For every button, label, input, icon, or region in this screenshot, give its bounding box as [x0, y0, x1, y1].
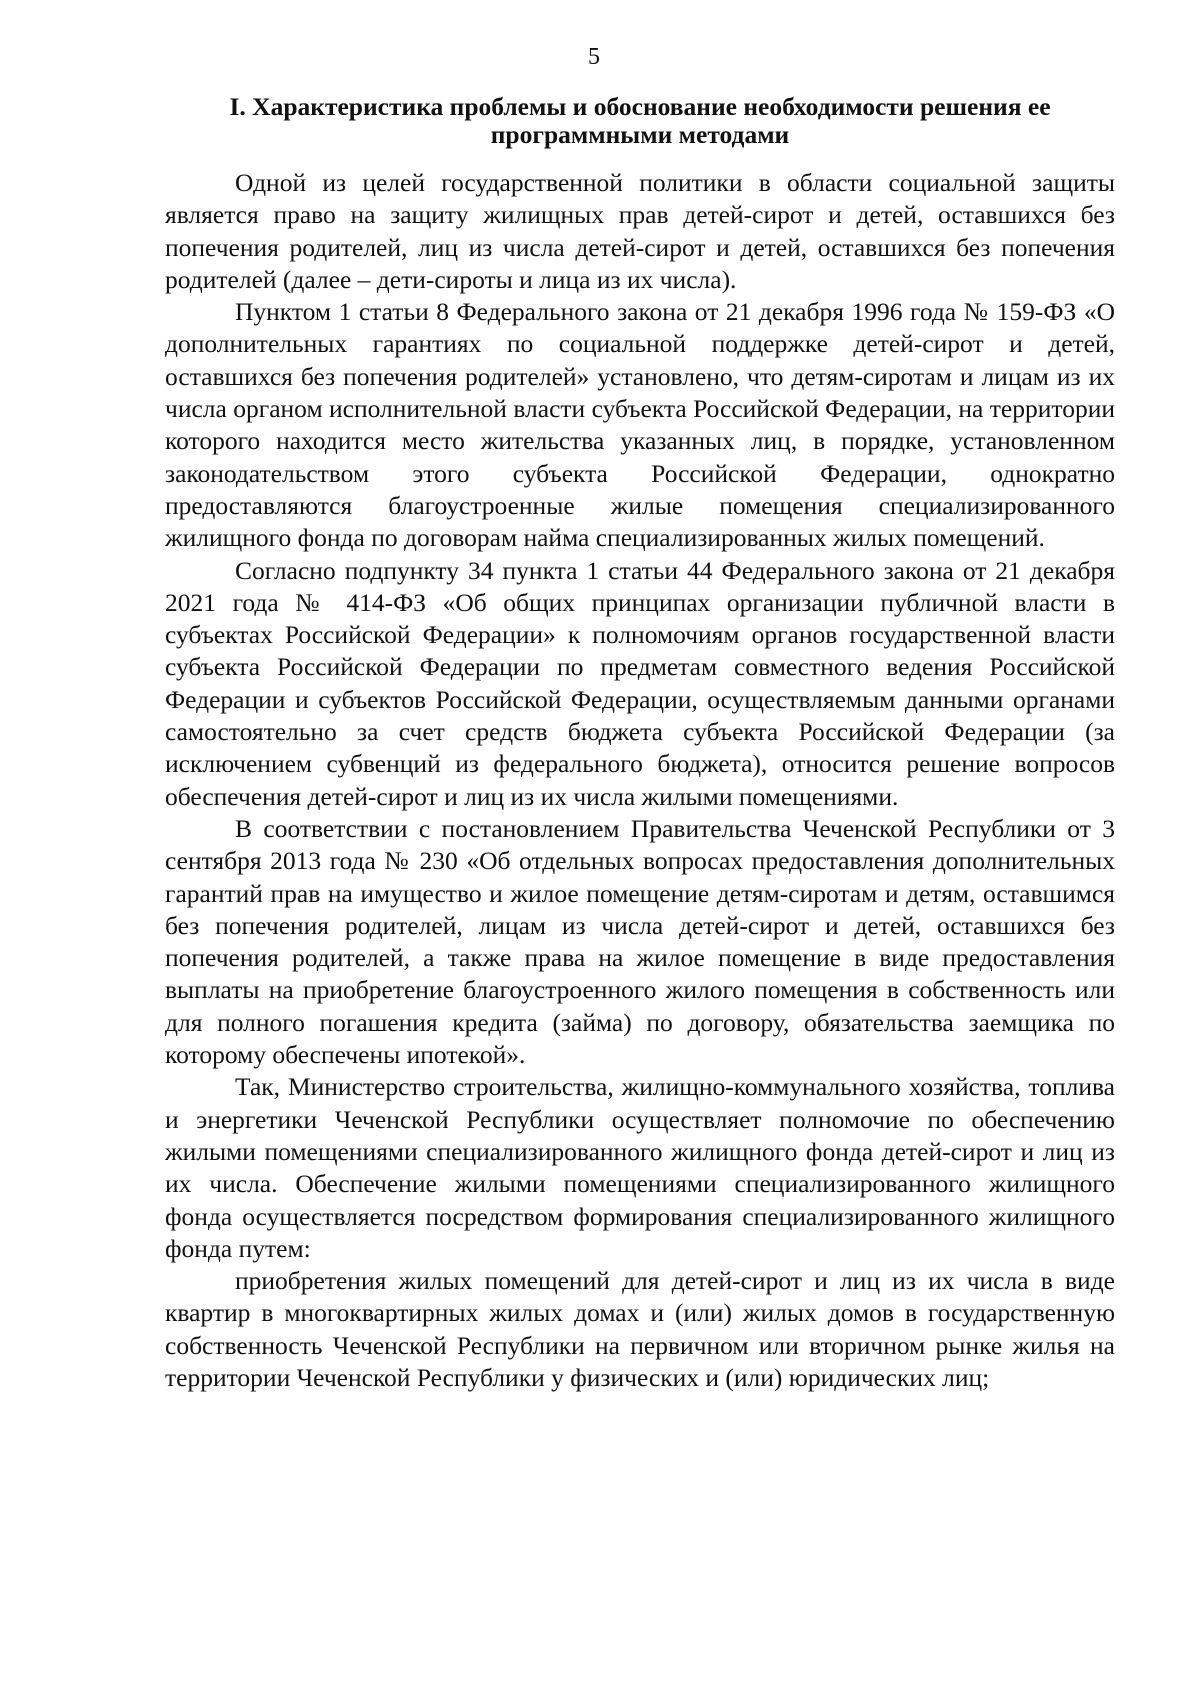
paragraph-5: Так, Министерство строительства, жилищно-коммунального хозяйства, топлива и энергетики Чеченской Республики осуществляет полномочие по обеспечению жилыми помещениями специализированного жилищного фонда детей-сирот и лиц из их числа. Обеспечение жилыми помещениями специализированного жилищного фонда осуществляется посредством формирования специализированного жилищного фонда путем: — [165, 1072, 1115, 1263]
paragraph-3: Согласно подпункту 34 пункта 1 статьи 44 Федерального закона от 21 декабря 2021 года № 414-ФЗ «Об общих принципах организации публичной власти в субъектах Российской Федерации» к полномочиям органов государственной власти субъекта Российской Федерации по предметам совместного ведения Российской Федерации и субъектов Российской Федерации, осуществляемым данными органами самостоятельно за счет средств бюджета субъекта Российской Федерации (за исключением субвенций из федерального бюджета), относится решение вопросов обеспечения детей-сирот и лиц из их числа жилыми помещениями. — [165, 555, 1115, 811]
paragraph-2: Пунктом 1 статьи 8 Федерального закона от 21 декабря 1996 года № 159-ФЗ «О дополнительных гарантиях по социальной поддержке детей-сирот и детей, оставшихся без попечения родителей» установлено, что детям-сиротам и лицам из их числа органом исполнительной власти субъекта Российской Федерации, на территории которого находится место жительства указанных лиц, в порядке, установленном законодательством этого субъекта Российской Федерации, однократно предоставляются благоустроенные жилые помещения специализированного жилищного фонда по договорам найма специализированных жилых помещений. — [165, 297, 1115, 553]
paragraph-1: Одной из целей государственной политики в области социальной защиты является право на защиту жилищных прав детей-сирот и детей, оставшихся без попечения родителей, лиц из числа детей-сирот и детей, оставшихся без попечения родителей (далее – дети-сироты и лица из их числа). — [165, 168, 1115, 294]
paragraph-6: приобретения жилых помещений для детей-сирот и лиц из их числа в виде квартир в многоквартирных жилых домах и (или) жилых домов в государственную собственность Чеченской Республики на первичном или вторичном рынке жилья на территории Чеченской Республики у физических и (или) юридических лиц; — [165, 1266, 1115, 1392]
paragraph-4: В соответствии с постановлением Правительства Чеченской Республики от 3 сентября 2013 года № 230 «Об отдельных вопросах предоставления дополнительных гарантий прав на имущество и жилое помещение детям-сиротам и детям, оставшимся без попечения родителей, лицам из числа детей-сирот и детей, оставшихся без попечения родителей, а также права на жилое помещение в виде предоставления выплаты на приобретение благоустроенного жилого помещения в собственность или для полного погашения кредита (займа) по договору, обязательства заемщика по которому обеспечены ипотекой». — [165, 813, 1115, 1070]
body-text — [165, 167, 1115, 1394]
section-heading — [165, 93, 1115, 149]
section-heading-line-1: I. Характеристика проблемы и обоснование необходимости решения ее — [229, 92, 1051, 121]
section-heading-line-2: программными методами — [490, 120, 790, 149]
page-number: 5 — [588, 44, 600, 70]
